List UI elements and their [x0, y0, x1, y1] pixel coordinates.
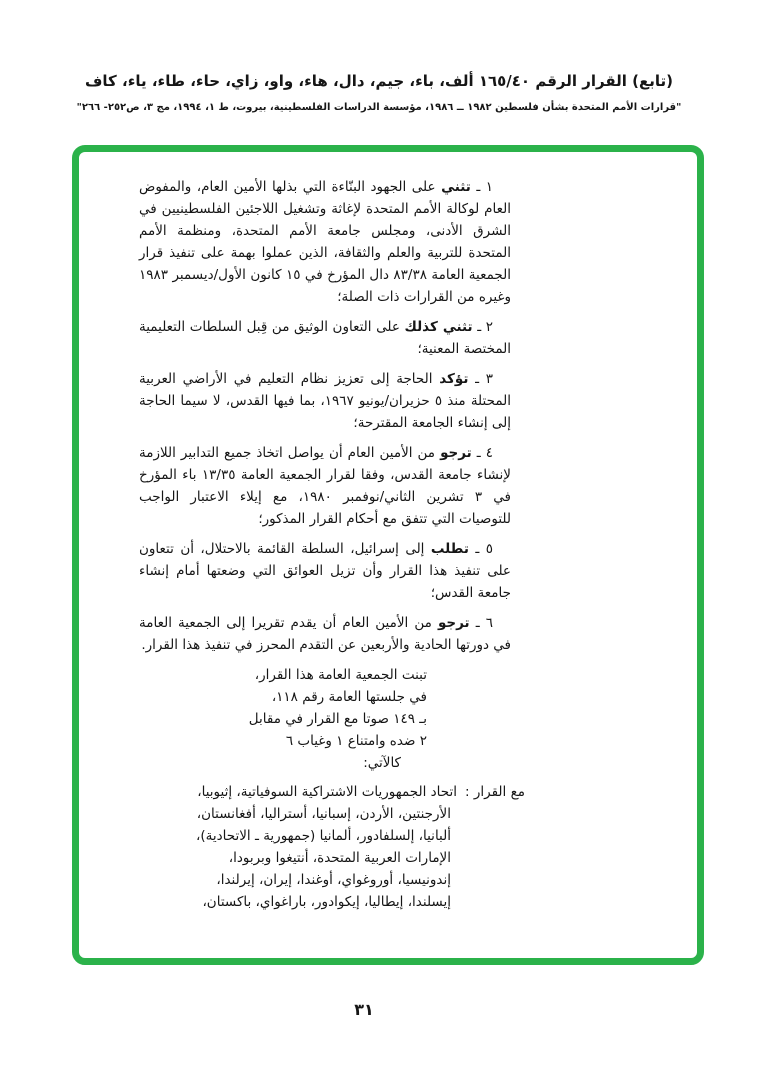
source-citation: "قرارات الأمم المتحدة بشأن فلسطين ١٩٨٢ ــ ١٩٨٦، مؤسسة الدراسات الفلسطينية، بيروت، ط ١، ١٩٩٤، مج ٣، ص٢٥٢- ٢٦٦"	[76, 102, 682, 113]
page-header	[0, 72, 758, 113]
resolution-paragraph	[139, 176, 511, 308]
paragraph-number: ٥ ـ	[475, 541, 493, 557]
adoption-note-line: بـ ١٤٩ صوتا مع القرار في مقابل	[248, 711, 427, 727]
paragraph-lead-verb: ترجو	[440, 445, 472, 461]
adoption-note	[139, 664, 427, 774]
paragraph-lead-verb: تثني	[441, 179, 471, 195]
adoption-note-line: ٢ ضده وامتناع ١ وغياب ٦	[285, 733, 427, 749]
paragraph-lead-verb: تثني كذلك	[404, 319, 473, 335]
resolution-paragraph	[139, 612, 511, 656]
vote-countries-line: الإمارات العربية المتحدة، أنتيغوا وبربودا،	[228, 850, 451, 866]
paragraph-text: من الأمين العام أن يقدم تقريرا إلى الجمعية العامة في دورتها الحادية والأربعين عن التقدم المحرز في تنفيذ هذا القرار.	[139, 615, 511, 653]
green-border-frame	[72, 145, 704, 965]
adoption-note-line: في جلستها العامة رقم ١١٨،	[271, 689, 427, 705]
paragraph-lead-verb: تؤكد	[439, 371, 469, 387]
resolution-body	[139, 176, 525, 913]
adoption-note-line: كالآتي:	[363, 755, 401, 771]
paragraph-lead-verb: تطلب	[430, 541, 469, 557]
vote-countries-line: اتحاد الجمهوريات الاشتراكية السوفياتية، إثيوبيا،	[197, 784, 458, 800]
paragraph-number: ٦ ـ	[475, 615, 494, 631]
resolution-paragraph	[139, 442, 511, 530]
vote-countries-line: إيسلندا، إيطاليا، إيكوادور، باراغواي، باكستان،	[202, 894, 451, 910]
paragraph-text: إلى إسرائيل، السلطة القائمة بالاحتلال، أن تتعاون على تنفيذ هذا القرار وأن تزيل العوائق التي وضعتها أمام إنشاء جامعة القدس؛	[139, 541, 511, 601]
paragraph-number: ٣ ـ	[475, 371, 494, 387]
paragraph-text: الحاجة إلى تعزيز نظام التعليم في الأراضي العربية المحتلة منذ ٥ حزيران/يونيو ١٩٦٧، بما فيها القدس، لا سيما الحاجة إلى إنشاء الجامعة المقترحة؛	[139, 371, 511, 431]
adoption-note-line: تبنت الجمعية العامة هذا القرار،	[254, 667, 427, 683]
vote-first-line	[129, 781, 525, 803]
vote-countries-line: ألبانيا، إلسلفادور، ألمانيا (جمهورية ـ الاتحادية)،	[195, 828, 451, 844]
page-footer	[0, 1000, 728, 1019]
paragraph-number: ٤ ـ	[476, 445, 493, 461]
paragraph-text: على الجهود البنّاءة التي بذلها الأمين العام، والمفوض العام لوكالة الأمم المتحدة لإغاثة وتشغيل اللاجئين الفلسطينيين في الشرق الأدنى، ومجلس جامعة الأمم المتحدة، ومنظمة الأمم المتحدة للتربية والعلم والثقافة، الذين عملوا بهمة على تنفيذ قرار الجمعية العامة ٨٣/٣٨ دال المؤرخ في ١٥ كانون الأول/ديسمبر ١٩٨٣ وغيره من القرارات ذات الصلة؛	[139, 179, 512, 305]
resolution-title: (تابع) القرار الرقم ١٦٥/٤٠ ألف، باء، جيم، دال، هاء، واو، زاي، حاء، طاء، ياء، كاف	[85, 72, 673, 90]
paragraph-text: من الأمين العام أن يواصل اتخاذ جميع التدابير اللازمة لإنشاء جامعة القدس، وفقا لقرار الجمعية العامة ١٣/٣٥ باء المؤرخ في ٣ تشرين الثاني/نوفمبر ١٩٨٠، مع إيلاء الاعتبار الواجب للتوصيات التي تتفق مع أحكام القرار المذكور؛	[139, 445, 512, 527]
page-number: ٣١	[354, 1000, 374, 1019]
resolution-paragraph	[139, 316, 511, 360]
paragraph-number: ٢ ـ	[477, 319, 494, 335]
resolution-paragraph	[139, 368, 511, 434]
vote-countries-line: إندونيسيا، أوروغواي، أوغندا، إيران، إيرلندا،	[216, 872, 451, 888]
vote-in-favour-label: مع القرار :	[465, 784, 525, 800]
paragraph-text: على التعاون الوثيق من قِبل السلطات التعليمية المختصة المعنية؛	[139, 319, 511, 357]
resolution-paragraph	[139, 538, 511, 604]
vote-record	[129, 781, 525, 913]
paragraph-number: ١ ـ	[476, 179, 494, 195]
vote-countries-line: الأرجنتين، الأردن، إسبانيا، أستراليا، أفغانستان،	[196, 806, 451, 822]
paragraph-lead-verb: ترجو	[437, 615, 470, 631]
